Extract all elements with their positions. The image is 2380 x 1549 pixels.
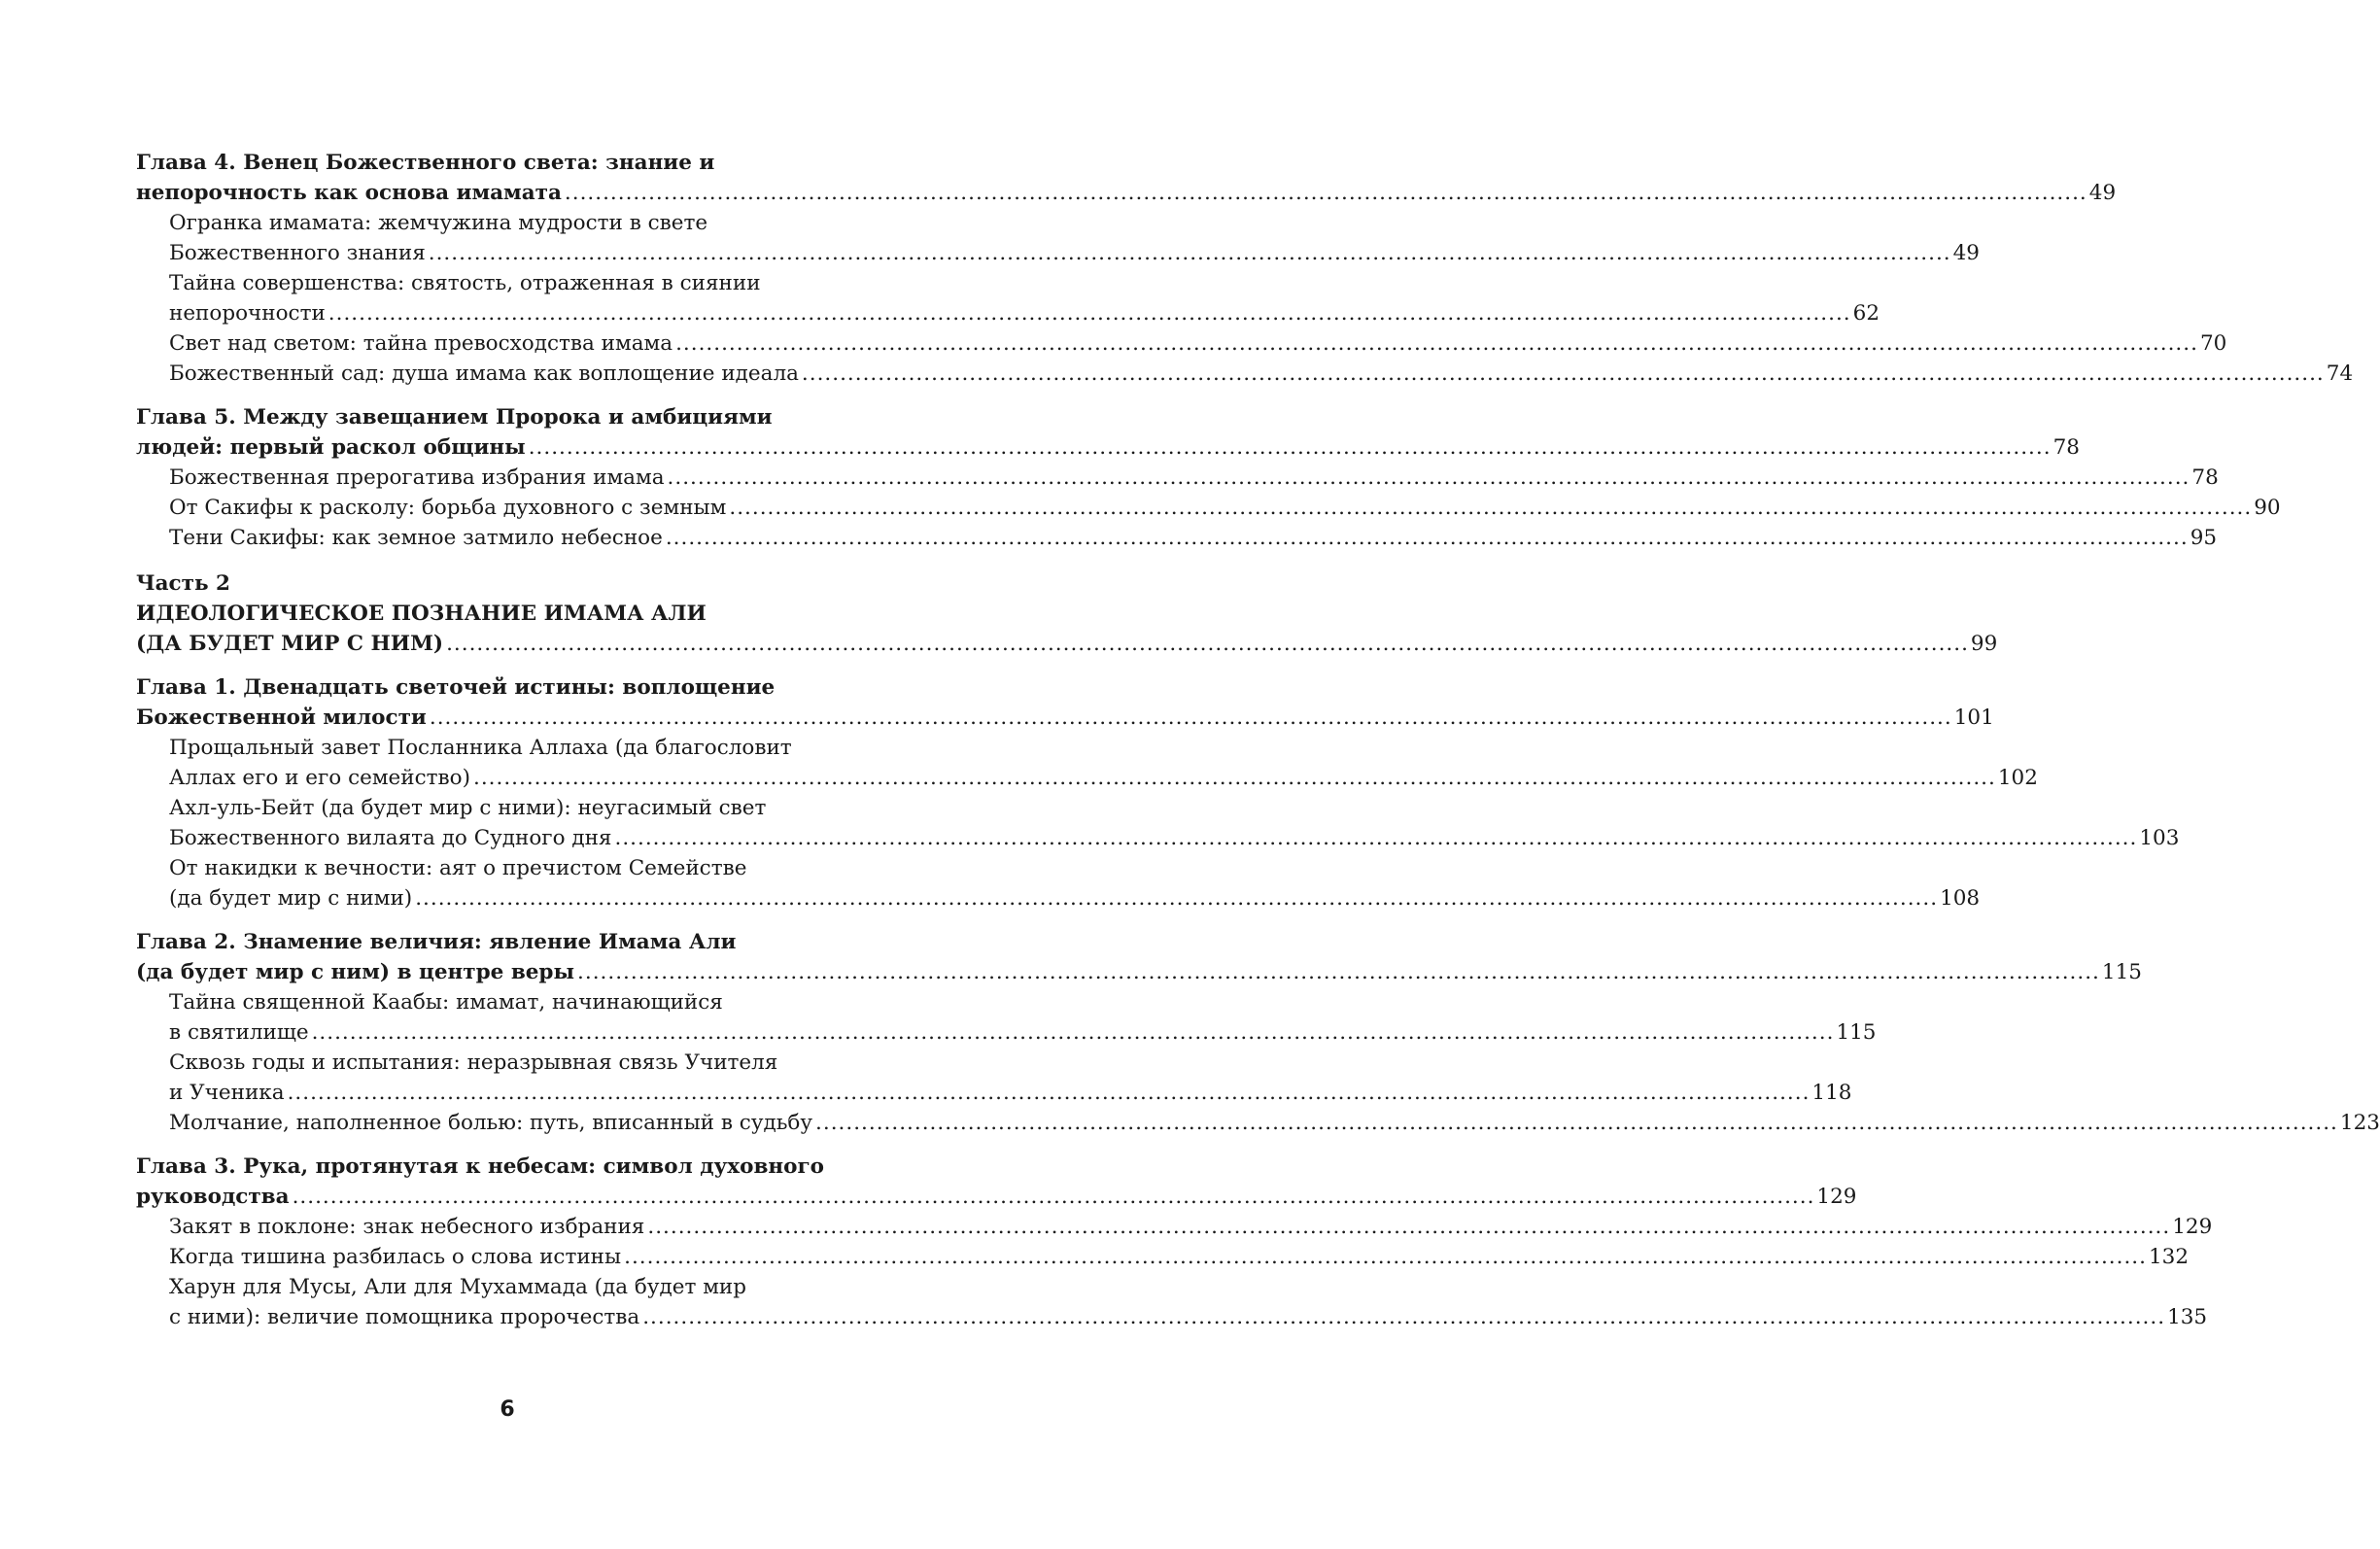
toc-entry-title: От накидки к вечности: аят о пречистом Семействе xyxy=(169,856,747,880)
toc-line xyxy=(169,1108,2380,1138)
toc-chapter-entry[interactable] xyxy=(136,1152,1857,1212)
toc-entry-title: Божественного вилаята до Судного дня xyxy=(169,826,612,850)
toc-line xyxy=(169,1242,2190,1272)
toc-page-number: 49 xyxy=(2088,181,2117,205)
toc-line xyxy=(169,359,2354,389)
toc-entry-title: Прощальный завет Посланника Аллаха (да благословит xyxy=(169,736,792,760)
toc-line xyxy=(136,599,875,629)
toc-entry-title: непорочности xyxy=(169,301,326,326)
toc-chapter-entry[interactable] xyxy=(136,402,2080,463)
toc-entry-title: (да будет мир с ним) в центре веры xyxy=(136,960,575,984)
toc-section-entry[interactable] xyxy=(136,1212,2213,1242)
dot-leader: ........................................................................................................................................................................................................ xyxy=(801,361,2325,386)
dot-leader: ........................................................................................................................................................................................................ xyxy=(642,1305,2166,1329)
toc-section-entry[interactable] xyxy=(136,1108,2380,1138)
toc-chapter-entry[interactable] xyxy=(136,927,2142,987)
dot-leader: ........................................................................................................................................................................................................ xyxy=(473,766,1996,790)
toc-page-number: 78 xyxy=(2191,465,2219,490)
dot-leader: ........................................................................................................................................................................................................ xyxy=(528,435,2052,460)
toc-line xyxy=(136,432,2080,463)
toc-line xyxy=(169,1272,875,1302)
toc-page-number: 132 xyxy=(2148,1245,2190,1269)
toc-part-entry[interactable] xyxy=(136,568,1998,659)
toc-line xyxy=(169,1017,1877,1048)
toc-line xyxy=(169,853,875,883)
toc-page-number: 108 xyxy=(1940,886,1981,911)
toc-entry-title: Божественного знания xyxy=(169,241,426,265)
toc-line xyxy=(169,493,2281,523)
toc-entry-title: Глава 4. Венец Божественного света: знание и xyxy=(136,151,715,175)
toc-line xyxy=(136,629,1998,659)
toc-entry-title: Божественный сад: душа имама как воплощение идеала xyxy=(169,361,799,386)
toc-line xyxy=(169,268,875,298)
toc-entry-title: (ДА БУДЕТ МИР С НИМ) xyxy=(136,632,444,656)
toc-section-entry[interactable] xyxy=(136,268,1880,328)
toc-line xyxy=(136,1182,1857,1212)
toc-section-entry[interactable] xyxy=(136,793,2180,853)
dot-leader: ........................................................................................................................................................................................................ xyxy=(675,331,2198,356)
dot-leader: ........................................................................................................................................................................................................ xyxy=(429,706,1952,730)
toc-line xyxy=(136,402,875,432)
toc-line xyxy=(169,1212,2213,1242)
toc-page-number: 129 xyxy=(1816,1185,1857,1209)
toc-section-entry[interactable] xyxy=(136,853,1981,913)
toc-page-number: 74 xyxy=(2326,361,2354,386)
toc-line xyxy=(136,148,875,178)
toc-line xyxy=(169,793,875,823)
toc-section-entry[interactable] xyxy=(136,1048,1852,1108)
toc-entry-title: Тени Сакифы: как земное затмило небесное xyxy=(169,526,663,550)
toc-page-number: 135 xyxy=(2167,1305,2208,1329)
toc-line xyxy=(169,733,875,763)
toc-entry-title: Глава 5. Между завещанием Пророка и амбициями xyxy=(136,405,773,430)
toc-entry-title: в святилище xyxy=(169,1020,309,1045)
toc-page-number: 123 xyxy=(2339,1111,2380,1135)
toc-chapter-entry[interactable] xyxy=(136,148,2117,208)
toc-line xyxy=(136,178,2117,208)
toc-entry-title: Часть 2 xyxy=(136,571,231,596)
toc-entry-title: Глава 3. Рука, протянутая к небесам: символ духовного xyxy=(136,1154,824,1179)
toc-entry-title: людей: первый раскол общины xyxy=(136,435,526,460)
toc-entry-title: руководства xyxy=(136,1185,290,1209)
toc-entry-title: Закят в поклоне: знак небесного избрания xyxy=(169,1215,645,1239)
dot-leader: ........................................................................................................................................................................................................ xyxy=(311,1020,1835,1045)
toc-entry-title: От Сакифы к расколу: борьба духовного с земным xyxy=(169,496,727,520)
toc-line xyxy=(169,1048,875,1078)
dot-leader: ........................................................................................................................................................................................................ xyxy=(292,1185,1815,1209)
toc-page-number: 95 xyxy=(2190,526,2218,550)
toc-line xyxy=(136,568,875,599)
toc-line xyxy=(169,208,875,238)
page-number: 6 xyxy=(500,1397,515,1422)
dot-leader: ........................................................................................................................................................................................................ xyxy=(815,1111,2338,1135)
toc-line xyxy=(136,703,1994,733)
dot-leader: ........................................................................................................................................................................................................ xyxy=(577,960,2100,984)
toc-entry-title: Тайна совершенства: святость, отраженная в сиянии xyxy=(169,271,761,295)
toc-line xyxy=(169,523,2218,553)
toc-page-number: 118 xyxy=(1811,1081,1852,1105)
dot-leader: ........................................................................................................................................................................................................ xyxy=(647,1215,2171,1239)
dot-leader: ........................................................................................................................................................................................................ xyxy=(415,886,1939,911)
toc-page-number: 90 xyxy=(2254,496,2281,520)
toc-entry-title: Глава 2. Знамение величия: явление Имама Али xyxy=(136,930,737,954)
toc-entry-title: Огранка имамата: жемчужина мудрости в свете xyxy=(169,211,708,235)
toc-entry-title: Свет над светом: тайна превосходства имама xyxy=(169,331,673,356)
toc-entry-title: ИДЕОЛОГИЧЕСКОЕ ПОЗНАНИЕ ИМАМА АЛИ xyxy=(136,602,707,626)
toc-entry-title: Божественной милости xyxy=(136,706,427,730)
toc-section-entry[interactable] xyxy=(136,463,2219,493)
toc-line xyxy=(169,823,2180,853)
dot-leader: ........................................................................................................................................................................................................ xyxy=(564,181,2087,205)
toc-section-entry[interactable] xyxy=(136,733,2038,793)
toc-line xyxy=(136,927,875,957)
toc-page-number: 99 xyxy=(1970,632,1998,656)
toc-entry-title: Тайна священной Каабы: имамат, начинающийся xyxy=(169,990,723,1015)
dot-leader: ........................................................................................................................................................................................................ xyxy=(287,1081,1811,1105)
toc-section-entry[interactable] xyxy=(136,1242,2190,1272)
toc-section-entry[interactable] xyxy=(136,987,1877,1048)
toc-page-number: 70 xyxy=(2199,331,2227,356)
toc-entry-title: Ахл-уль-Бейт (да будет мир с ними): неугасимый свет xyxy=(169,796,767,820)
toc-line xyxy=(136,1152,875,1182)
toc-page-number: 103 xyxy=(2139,826,2180,850)
toc-entry-title: с ними): величие помощника пророчества xyxy=(169,1305,640,1329)
toc-line xyxy=(169,883,1981,913)
toc-line xyxy=(169,298,1880,328)
toc-section-entry[interactable] xyxy=(136,523,2218,553)
toc-entry-title: (да будет мир с ними) xyxy=(169,886,413,911)
toc-line xyxy=(169,763,2038,793)
toc-entry-title: Аллах его и его семейство) xyxy=(169,766,470,790)
dot-leader: ........................................................................................................................................................................................................ xyxy=(328,301,1851,326)
dot-leader: ........................................................................................................................................................................................................ xyxy=(446,632,1969,656)
toc-page-number: 129 xyxy=(2172,1215,2213,1239)
toc-page-number: 115 xyxy=(1836,1020,1877,1045)
toc-entry-title: непорочность как основа имамата xyxy=(136,181,562,205)
toc-page-number: 49 xyxy=(1952,241,1980,265)
toc-chapter-entry[interactable] xyxy=(136,672,1994,733)
toc-page-number: 102 xyxy=(1997,766,2038,790)
toc-page-number: 101 xyxy=(1953,706,1994,730)
toc-section-entry[interactable] xyxy=(136,208,1980,268)
toc-line xyxy=(169,1078,1852,1108)
toc-line xyxy=(169,987,875,1017)
toc-line xyxy=(169,463,2219,493)
dot-leader: ........................................................................................................................................................................................................ xyxy=(729,496,2253,520)
toc-section-entry[interactable] xyxy=(136,328,2227,359)
toc-section-entry[interactable] xyxy=(136,1272,2208,1332)
toc-section-entry[interactable] xyxy=(136,359,2354,389)
toc-page-number: 62 xyxy=(1852,301,1880,326)
toc-line xyxy=(169,238,1980,268)
toc-line xyxy=(136,672,875,703)
dot-leader: ........................................................................................................................................................................................................ xyxy=(624,1245,2147,1269)
toc-entry-title: Божественная прерогатива избрания имама xyxy=(169,465,665,490)
dot-leader: ........................................................................................................................................................................................................ xyxy=(667,465,2190,490)
toc-page-number: 115 xyxy=(2101,960,2142,984)
table-of-contents xyxy=(136,148,2380,1332)
dot-leader: ........................................................................................................................................................................................................ xyxy=(665,526,2189,550)
toc-page-number: 78 xyxy=(2052,435,2080,460)
toc-entry-title: Когда тишина разбилась о слова истины xyxy=(169,1245,622,1269)
toc-line xyxy=(169,328,2227,359)
dot-leader: ........................................................................................................................................................................................................ xyxy=(614,826,2138,850)
toc-entry-title: Глава 1. Двенадцать светочей истины: воплощение xyxy=(136,675,776,700)
toc-line xyxy=(169,1302,2208,1332)
dot-leader: ........................................................................................................................................................................................................ xyxy=(428,241,1951,265)
toc-section-entry[interactable] xyxy=(136,493,2281,523)
toc-line xyxy=(136,957,2142,987)
toc-entry-title: Харун для Мусы, Али для Мухаммада (да будет мир xyxy=(169,1275,747,1299)
toc-entry-title: и Ученика xyxy=(169,1081,285,1105)
toc-entry-title: Сквозь годы и испытания: неразрывная связь Учителя xyxy=(169,1050,778,1075)
toc-entry-title: Молчание, наполненное болью: путь, вписанный в судьбу xyxy=(169,1111,813,1135)
